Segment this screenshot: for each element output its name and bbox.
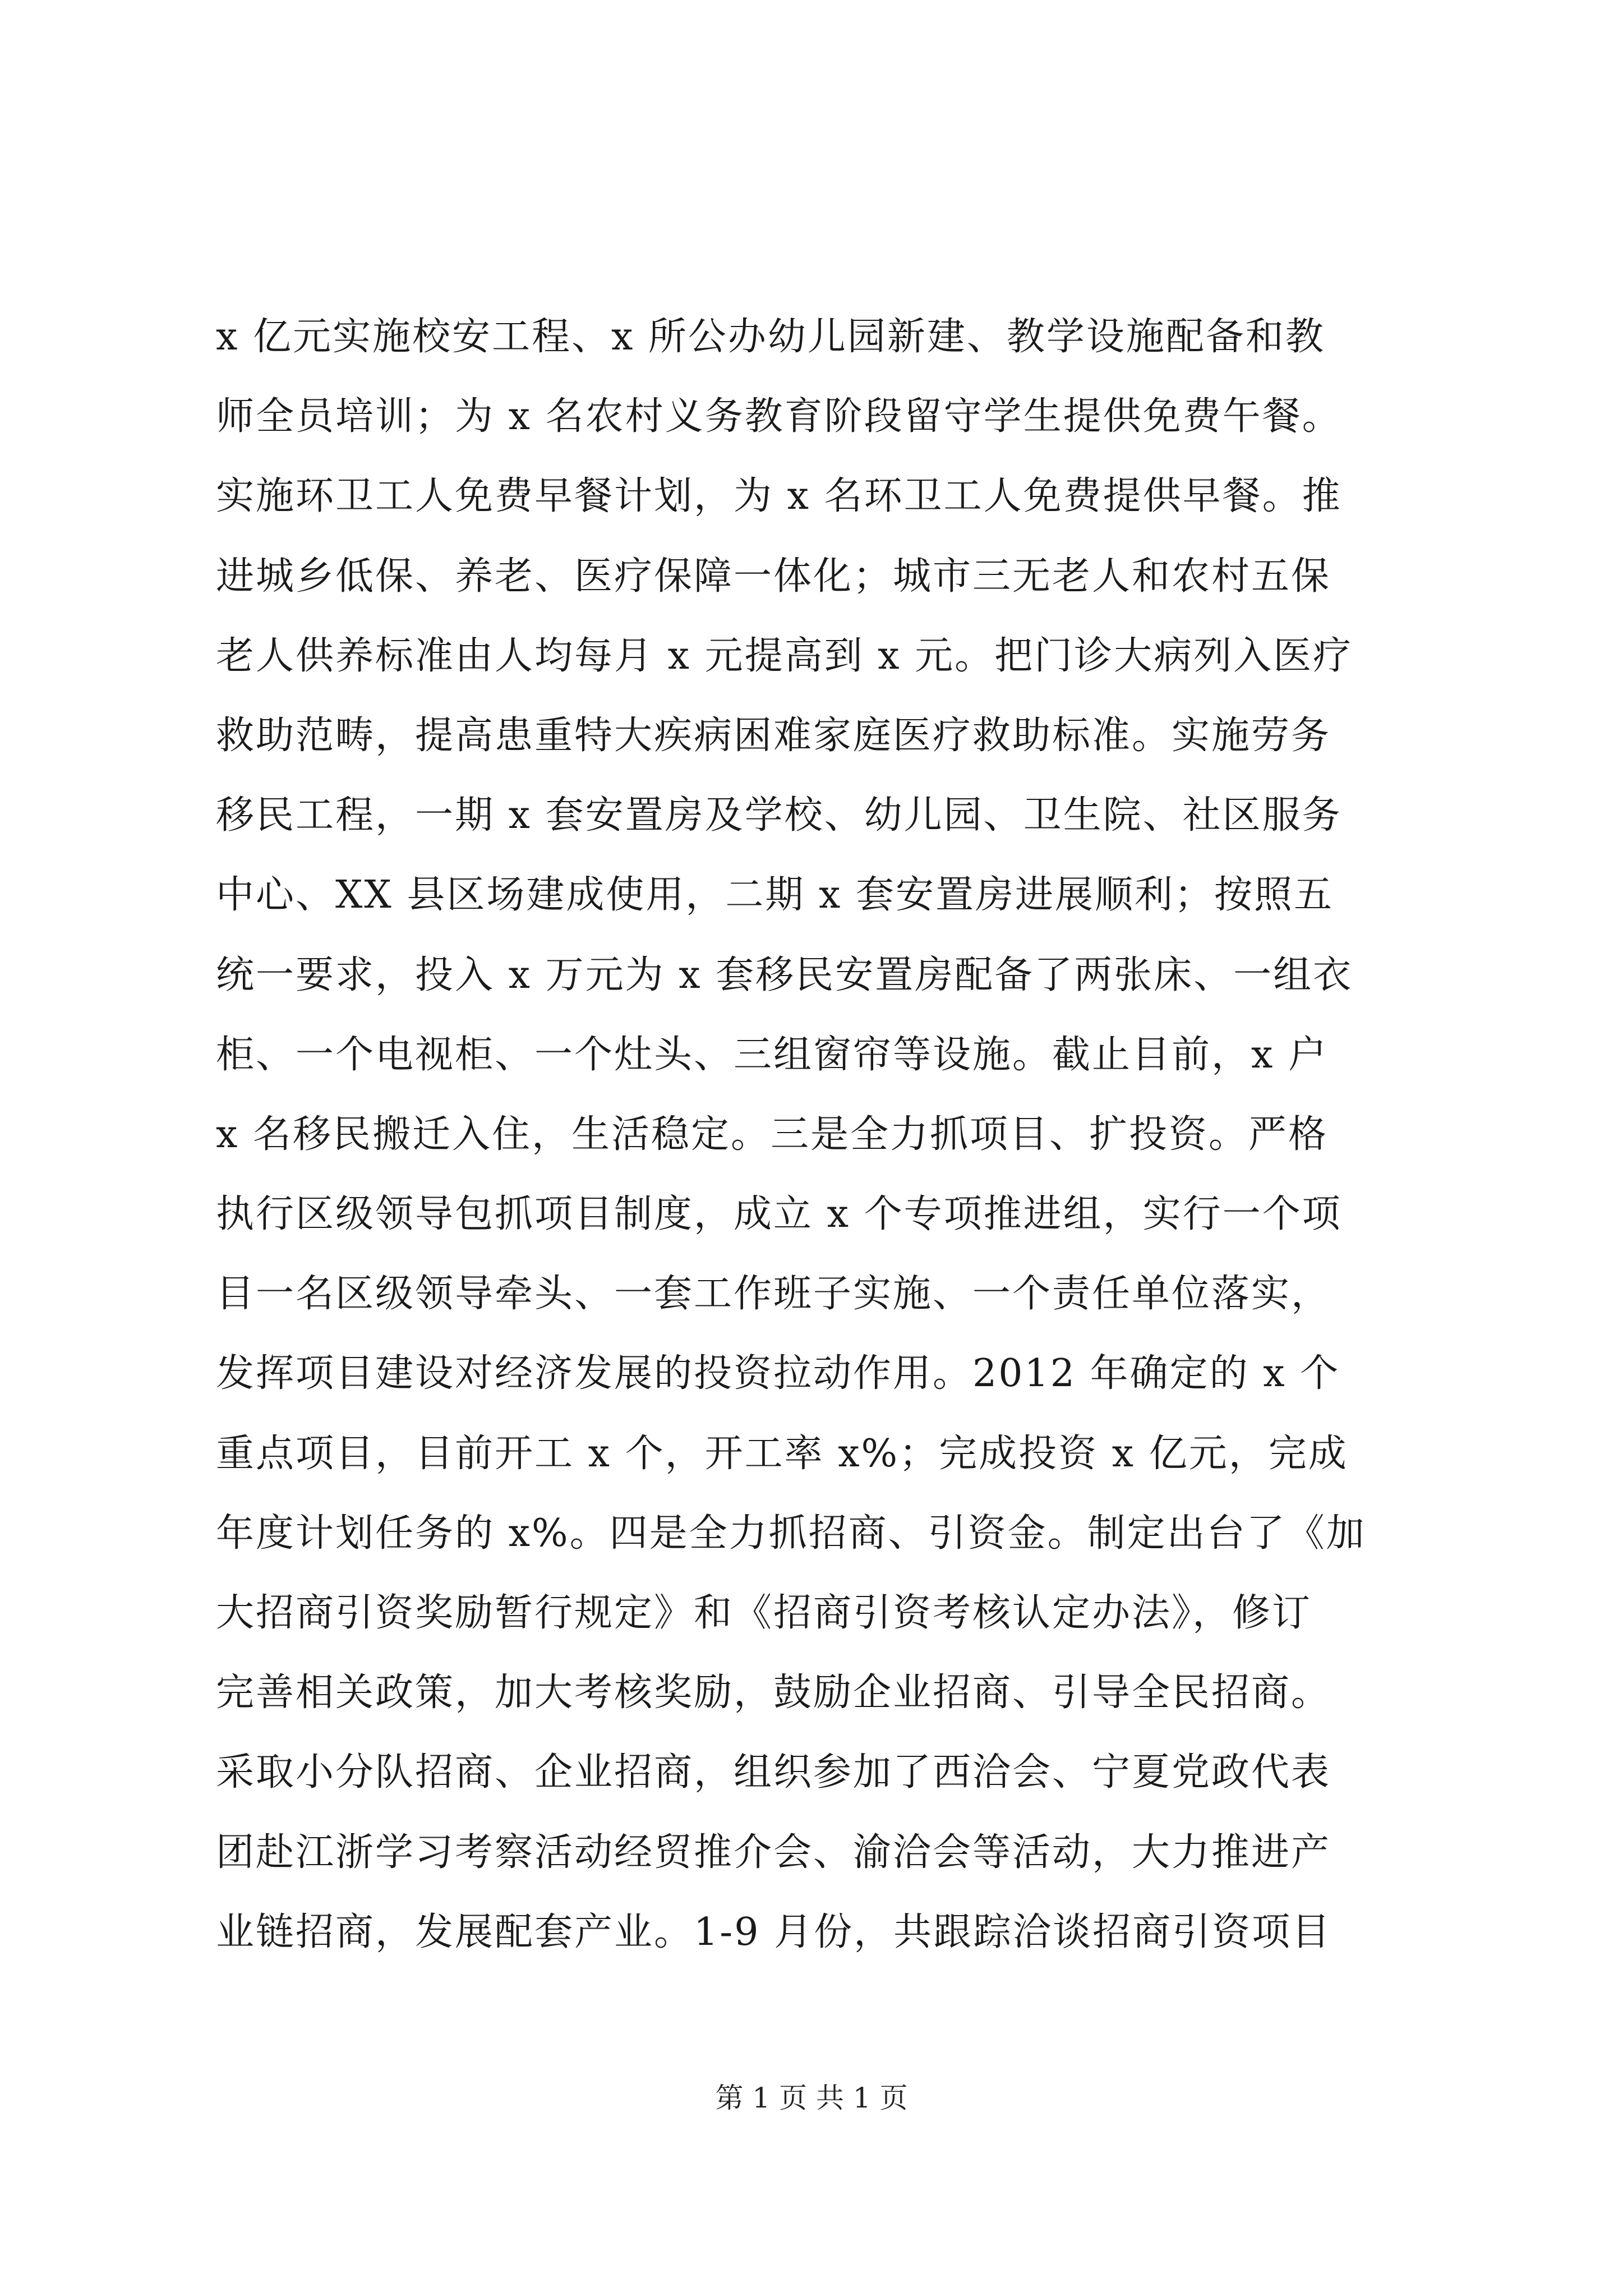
page-number-footer: 第 1 页 共 1 页 [715, 2082, 908, 2114]
text-line-14: 发挥项目建设对经济发展的投资拉动作用。2012 年确定的 x 个 [216, 1351, 1340, 1396]
text-line-18: 完善相关政策，加大考核奖励，鼓励企业招商、引导全民招商。 [216, 1671, 1331, 1715]
text-line-11: x 名移民搬迁入住，生活稳定。三是全力抓项目、扩投资。严格 [216, 1112, 1328, 1157]
text-line-4: 进城乡低保、养老、医疗保障一体化；城市三无老人和农村五保 [216, 554, 1331, 599]
text-line-17: 大招商引资奖励暂行规定》和《招商引资考核认定办法》，修订 [216, 1591, 1312, 1635]
text-line-10: 柜、一个电视柜、一个灶头、三组窗帘等设施。截止目前，x 户 [216, 1032, 1328, 1077]
body-text [216, 297, 1427, 1972]
text-line-2: 师全员培训；为 x 名农村义务教育阶段留守学生提供免费午餐。 [216, 394, 1342, 439]
text-line-3: 实施环卫工人免费早餐计划，为 x 名环卫工人免费提供早餐。推 [216, 474, 1342, 519]
text-line-21: 业链招商，发展配套产业。1-9 月份，共跟踪洽谈招商引资项目 [216, 1910, 1332, 1954]
text-line-9: 统一要求，投入 x 万元为 x 套移民安置房配备了两张床、一组衣 [216, 953, 1353, 997]
text-line-16: 年度计划任务的 x%。四是全力抓招商、引资金。制定出台了《加 [216, 1511, 1366, 1556]
text-line-13: 目一名区级领导牵头、一套工作班子实施、一个责任单位落实， [216, 1272, 1331, 1317]
text-line-19: 采取小分队招商、企业招商，组织参加了西洽会、宁夏党政代表 [216, 1750, 1331, 1795]
text-line-12: 执行区级领导包抓项目制度，成立 x 个专项推进组，实行一个项 [216, 1192, 1342, 1237]
text-line-15: 重点项目，目前开工 x 个，开工率 x%；完成投资 x 亿元，完成 [216, 1431, 1348, 1476]
text-line-8: 中心、XX 县区场建成使用，二期 x 套安置房进展顺利；按照五 [216, 873, 1334, 918]
text-line-20: 团赴江浙学习考察活动经贸推介会、渝洽会等活动，大力推进产 [216, 1830, 1331, 1875]
text-line-1: x 亿元实施校安工程、x 所公办幼儿园新建、教学设施配备和教 [216, 315, 1325, 359]
text-line-5: 老人供养标准由人均每月 x 元提高到 x 元。把门诊大病列入医疗 [216, 633, 1353, 678]
text-line-6: 救助范畴，提高患重特大疾病困难家庭医疗救助标准。实施劳务 [216, 713, 1331, 758]
text-line-7: 移民工程，一期 x 套安置房及学校、幼儿园、卫生院、社区服务 [216, 793, 1342, 838]
